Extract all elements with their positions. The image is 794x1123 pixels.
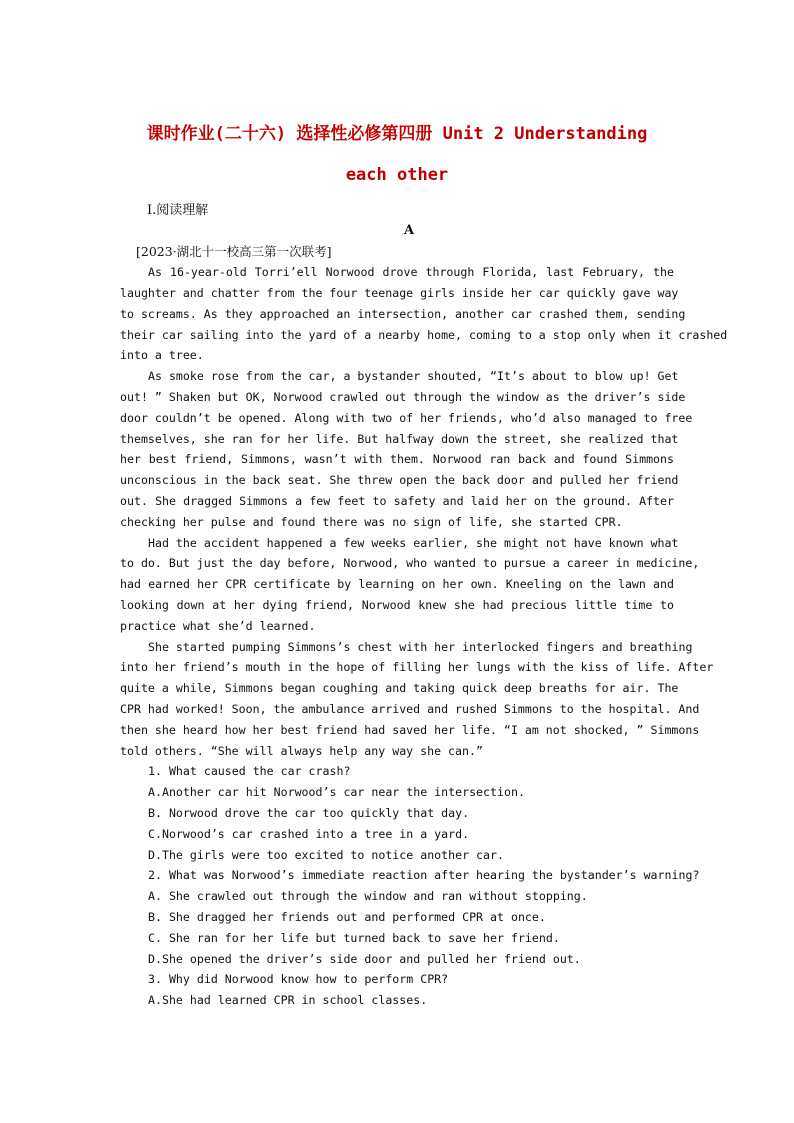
answer-option: C.Norwood’s car crashed into a tree in a yard. <box>148 827 470 841</box>
passage-line: told others. “She will always help any way she can.” <box>120 744 483 758</box>
answer-option: A.Another car hit Norwood’s car near the intersection. <box>148 785 525 799</box>
question-stem: 2. What was Norwood’s immediate reaction after hearing the bystander’s warning? <box>148 868 700 882</box>
passage-source: [2023·湖北十一校高三第一次联考] <box>136 244 332 259</box>
passage-line: to screams. As they approached an intersection, another car crashed them, sending <box>120 307 686 321</box>
passage-line: her best friend, Simmons, wasn’t with them. Norwood ran back and found Simmons <box>120 452 674 466</box>
answer-option: A. She crawled out through the window and ran without stopping. <box>148 889 588 903</box>
passage-line: practice what she’d learned. <box>120 619 316 633</box>
passage-line: As smoke rose from the car, a bystander shouted, “It’s about to blow up! Get <box>148 369 679 383</box>
passage-line: out. She dragged Simmons a few feet to safety and laid her on the ground. After <box>120 494 674 508</box>
passage-line: unconscious in the back seat. She threw open the back door and pulled her friend <box>120 473 679 487</box>
answer-option: D.The girls were too excited to notice another car. <box>148 848 504 862</box>
passage-line: She started pumping Simmons’s chest with her interlocked fingers and breathing <box>148 640 693 654</box>
passage-line: themselves, she ran for her life. But halfway down the street, she realized that <box>120 432 679 446</box>
page-title: 课时作业(二十六) 选择性必修第四册 Unit 2 Understanding <box>146 124 648 144</box>
answer-option: D.She opened the driver’s side door and pulled her friend out. <box>148 952 581 966</box>
question-stem: 1. What caused the car crash? <box>148 764 351 778</box>
section-heading: Ⅰ.阅读理解 <box>147 203 209 218</box>
passage-line: Had the accident happened a few weeks earlier, she might not have known what <box>148 536 679 550</box>
page-title-continued: each other <box>345 165 449 185</box>
passage-line: to do. But just the day before, Norwood, who wanted to pursue a career in medicine, <box>120 556 700 570</box>
answer-option: A.She had learned CPR in school classes. <box>148 993 428 1007</box>
passage-label: A <box>403 223 415 238</box>
passage-line: quite a while, Simmons began coughing and taking quick deep breaths for air. The <box>120 681 679 695</box>
passage-line: checking her pulse and found there was no sign of life, she started CPR. <box>120 515 623 529</box>
passage-line: CPR had worked! Soon, the ambulance arrived and rushed Simmons to the hospital. And <box>120 702 700 716</box>
passage-line: into her friend’s mouth in the hope of filling her lungs with the kiss of life. After <box>120 660 714 674</box>
answer-option: B. Norwood drove the car too quickly that day. <box>148 806 470 820</box>
passage-line: door couldn’t be opened. Along with two of her friends, who’d also managed to free <box>120 411 693 425</box>
passage-line: had earned her CPR certificate by learning on her own. Kneeling on the lawn and <box>120 577 674 591</box>
passage-line: into a tree. <box>120 348 204 362</box>
passage-line: their car sailing into the yard of a nearby home, coming to a stop only when it crashed <box>120 328 728 342</box>
passage-line: As 16-year-old Torri’ell Norwood drove through Florida, last February, the <box>148 265 674 279</box>
answer-option: B. She dragged her friends out and performed CPR at once. <box>148 910 546 924</box>
passage-line: then she heard how her best friend had saved her life. “I am not shocked, ” Simmons <box>120 723 700 737</box>
answer-option: C. She ran for her life but turned back to save her friend. <box>148 931 560 945</box>
passage-line: out! ” Shaken but OK, Norwood crawled out through the window as the driver’s side <box>120 390 686 404</box>
passage-line: laughter and chatter from the four teenage girls inside her car quickly gave way <box>120 286 679 300</box>
question-stem: 3. Why did Norwood know how to perform CPR? <box>148 972 449 986</box>
passage-line: looking down at her dying friend, Norwood knew she had precious little time to <box>120 598 674 612</box>
